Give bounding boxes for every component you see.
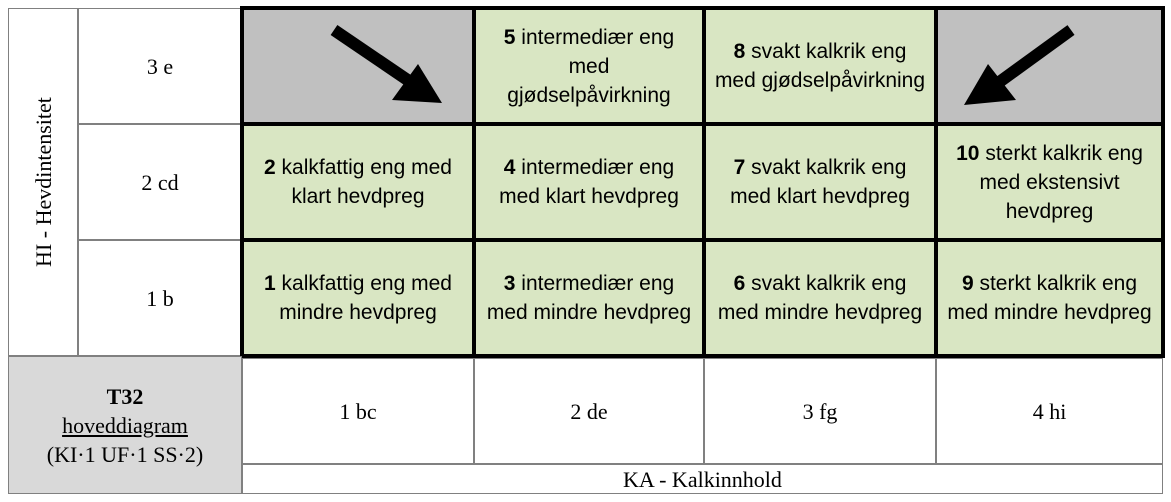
cell-text: svakt kalkrik eng med klart hevdpreg [730, 156, 910, 208]
y-level-2 [78, 124, 242, 240]
grid-line [702, 6, 706, 358]
cell-r2-c1 [242, 124, 474, 240]
cell-r3-c3 [704, 8, 936, 124]
cell-r2-c4 [936, 124, 1163, 240]
y-level-1-label: 1 b [146, 285, 174, 311]
x-axis-label: KA - Kalkinnhold [623, 466, 782, 492]
x-level-1 [242, 358, 474, 464]
cell-r3-c1 [242, 8, 474, 124]
cell-r2-c3 [704, 124, 936, 240]
cell-text: kalkfattig eng med klart hevdpreg [275, 156, 452, 208]
grid-line [934, 6, 938, 358]
cell-number: 7 [733, 156, 746, 179]
grid-line [240, 6, 244, 358]
y-level-2-label: 2 cd [141, 169, 179, 195]
cell-number: 3 [503, 272, 516, 295]
x-level-2-label: 2 de [570, 398, 608, 424]
y-axis-label: HI - Hevdintensitet [31, 97, 56, 267]
arrow-down-left-icon [936, 8, 1163, 124]
x-level-1-label: 1 bc [339, 398, 377, 424]
cell-number: 2 [264, 156, 276, 179]
grid-line [1161, 6, 1165, 358]
y-level-3 [78, 8, 242, 124]
cell-number: 1 [264, 272, 276, 295]
y-level-3-label: 3 e [146, 53, 174, 79]
arrow-down-right-icon [242, 8, 474, 124]
cell-r1-c2 [474, 240, 704, 356]
x-level-3 [704, 358, 936, 464]
x-level-2 [474, 358, 704, 464]
cell-r1-c3 [704, 240, 936, 356]
cell-number: 10 [956, 141, 980, 165]
x-axis-label-cell [242, 464, 1163, 494]
cell-number: 9 [961, 272, 974, 295]
cell-text: intermediær eng med mindre hevdpreg [486, 272, 692, 324]
y-level-1 [78, 240, 242, 356]
corner-label [8, 356, 242, 494]
cell-text: sterkt kalkrik eng med mindre hevdpreg [947, 272, 1152, 324]
x-level-4 [936, 358, 1163, 464]
x-level-4-label: 4 hi [1032, 398, 1067, 424]
cell-text: sterkt kalkrik eng med ekstensivt hevdpreg [979, 141, 1143, 223]
cell-r2-c2 [474, 124, 704, 240]
corner-title: hoveddiagram [62, 412, 188, 438]
cell-text: svakt kalkrik eng med mindre hevdpreg [717, 272, 923, 324]
corner-subtitle: (KI·1 UF·1 SS·2) [46, 441, 204, 467]
cell-text: svakt kalkrik eng med gjødselpåvirkning [714, 40, 926, 92]
x-level-3-label: 3 fg [802, 398, 838, 424]
y-axis-label-cell [8, 8, 78, 356]
cell-text: intermediær eng med gjødselpåvirkning [507, 25, 675, 107]
cell-r1-c4 [936, 240, 1163, 356]
cell-text: intermediær eng med klart hevdpreg [499, 156, 679, 208]
cell-number: 4 [503, 156, 516, 179]
cell-number: 5 [503, 25, 516, 49]
cell-r3-c4 [936, 8, 1163, 124]
grid-line [472, 6, 476, 358]
cell-text: kalkfattig eng med mindre hevdpreg [275, 272, 452, 324]
cell-number: 8 [733, 40, 746, 63]
corner-code: T32 [106, 383, 144, 409]
cell-r1-c1 [242, 240, 474, 356]
cell-r3-c2 [474, 8, 704, 124]
cell-number: 6 [733, 272, 746, 295]
